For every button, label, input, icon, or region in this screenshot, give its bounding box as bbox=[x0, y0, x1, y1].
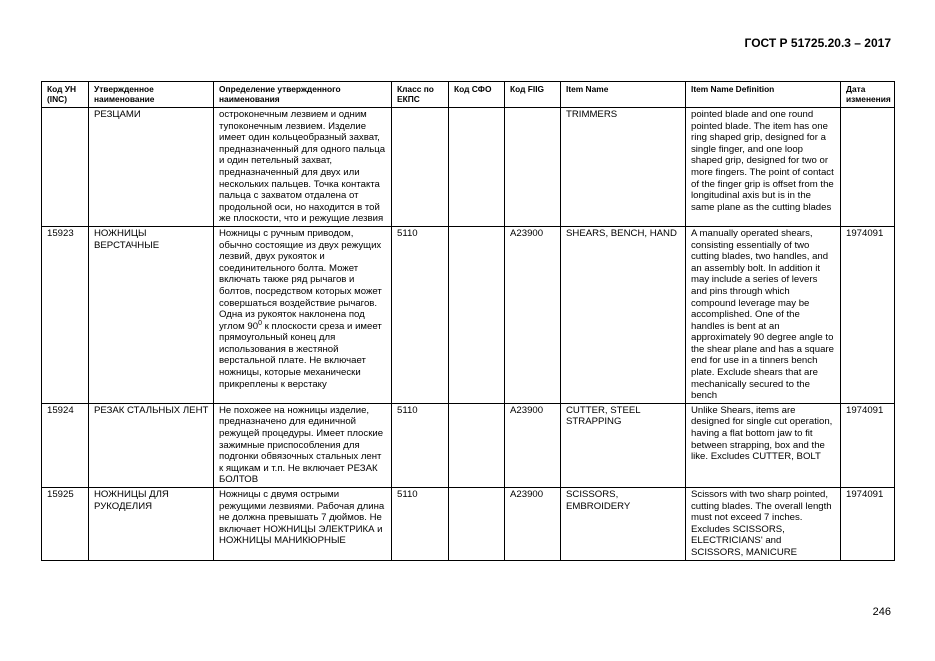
cell-inc bbox=[42, 108, 89, 227]
cell-date: 1974091 bbox=[841, 226, 895, 403]
table-row bbox=[42, 488, 895, 561]
cell-fiig: A23900 bbox=[505, 488, 561, 561]
cell-ekps: 5110 bbox=[392, 488, 449, 561]
cell-date: 1974091 bbox=[841, 403, 895, 487]
cell-sfo bbox=[449, 226, 505, 403]
cell-definition: остроконечным лезвием и одним тупоконечным лезвием. Изделие имеет один кольцеобразный захват, предназначенный для одного пальца и один петельный захват, предназначенный для двух или нескольких пальцев. Точка контакта пальца с захватом отдалена от продольной оси, но находится в той же плоскости, что и режущие лезвия bbox=[214, 108, 392, 227]
cell-ekps: 5110 bbox=[392, 226, 449, 403]
definition-text-part: к плоскости среза и имеет прямоугольный конец для использования в жестяной верстальной плате. Не включает ножницы, которые механически прикреплены к верстаку bbox=[219, 320, 382, 390]
column-header-ekps: Класс по ЕКПС bbox=[392, 82, 449, 108]
cell-sfo bbox=[449, 488, 505, 561]
cell-item-name: SCISSORS, EMBROIDERY bbox=[561, 488, 686, 561]
cell-definition bbox=[214, 226, 392, 403]
cell-name: РЕЗАК СТАЛЬНЫХ ЛЕНТ bbox=[89, 403, 214, 487]
document-id: ГОСТ Р 51725.20.3 – 2017 bbox=[744, 36, 891, 50]
table-header-row bbox=[42, 82, 895, 108]
column-header-inc: Код УН (INC) bbox=[42, 82, 89, 108]
page-number: 246 bbox=[872, 606, 891, 618]
cell-item-name: CUTTER, STEEL STRAPPING bbox=[561, 403, 686, 487]
column-header-definition: Определение утвержденного наименования bbox=[214, 82, 392, 108]
column-header-fiig: Код FIIG bbox=[505, 82, 561, 108]
table-row bbox=[42, 403, 895, 487]
cell-definition: Не похожее на ножницы изделие, предназначено для единичной режущей процедуры. Имеет плоские зажимные приспособления для подгонки обвязочных стальных лент к ящикам и т.п. Не включает РЕЗАК БОЛТОВ bbox=[214, 403, 392, 487]
cell-item-definition: Scissors with two sharp pointed, cutting blades. The overall length must not exceed 7 inches. Excludes SCISSORS, ELECTRICIANS' and SCISSORS, MANICURE bbox=[686, 488, 841, 561]
cell-inc: 15925 bbox=[42, 488, 89, 561]
cell-fiig bbox=[505, 108, 561, 227]
cell-ekps bbox=[392, 108, 449, 227]
cell-fiig: A23900 bbox=[505, 226, 561, 403]
cell-name: РЕЗЦАМИ bbox=[89, 108, 214, 227]
table-row bbox=[42, 108, 895, 227]
cell-item-definition: pointed blade and one round pointed blade. The item has one ring shaped grip, designed for a single finger, and one loop shaped grip, designed for two or more fingers. The point of contact of the finger grip is offset from the longitudinal axis but is in the same plane as the cutting blades bbox=[686, 108, 841, 227]
degree-superscript: 0 bbox=[258, 319, 262, 327]
catalog-table bbox=[41, 81, 895, 561]
column-header-item-definition: Item Name Definition bbox=[686, 82, 841, 108]
column-header-date: Дата изменения bbox=[841, 82, 895, 108]
cell-definition: Ножницы с двумя острыми режущими лезвиями. Рабочая длина не должна превышать 7 дюймов. Не включает НОЖНИЦЫ ЭЛЕКТРИКА и НОЖНИЦЫ МАНИКЮРНЫЕ bbox=[214, 488, 392, 561]
cell-item-definition: A manually operated shears, consisting essentially of two cutting blades, two handles, and an assembly bolt. In addition it may include a series of levers and pins through which compound leverage may be accomplished. One of the handles is bent at an approximately 90 degree angle to the shear plane and has a square end for use in a tinners bench plate. Exclude shears that are mechanically secured to the bench bbox=[686, 226, 841, 403]
cell-date: 1974091 bbox=[841, 488, 895, 561]
cell-name: НОЖНИЦЫ ВЕРСТАЧНЫЕ bbox=[89, 226, 214, 403]
definition-text-part: Ножницы с ручным приводом, обычно состоящие из двух режущих лезвий, двух рукояток и соединительного болта. Может включать также ряд рычагов и болтов, посредством которых может совершаться воздействие рычагов. Одна из рукояток наклонена под углом 90 bbox=[219, 227, 382, 332]
cell-sfo bbox=[449, 403, 505, 487]
cell-inc: 15924 bbox=[42, 403, 89, 487]
table-row bbox=[42, 226, 895, 403]
cell-item-name: SHEARS, BENCH, HAND bbox=[561, 226, 686, 403]
cell-sfo bbox=[449, 108, 505, 227]
column-header-name: Утвержденное наименование bbox=[89, 82, 214, 108]
cell-ekps: 5110 bbox=[392, 403, 449, 487]
cell-item-name: TRIMMERS bbox=[561, 108, 686, 227]
cell-name: НОЖНИЦЫ ДЛЯ РУКОДЕЛИЯ bbox=[89, 488, 214, 561]
cell-item-definition: Unlike Shears, items are designed for single cut operation, having a flat bottom jaw to fit between strapping, box and the like. Excludes CUTTER, BOLT bbox=[686, 403, 841, 487]
cell-fiig: A23900 bbox=[505, 403, 561, 487]
cell-date bbox=[841, 108, 895, 227]
cell-inc: 15923 bbox=[42, 226, 89, 403]
column-header-sfo: Код СФО bbox=[449, 82, 505, 108]
column-header-item-name: Item Name bbox=[561, 82, 686, 108]
